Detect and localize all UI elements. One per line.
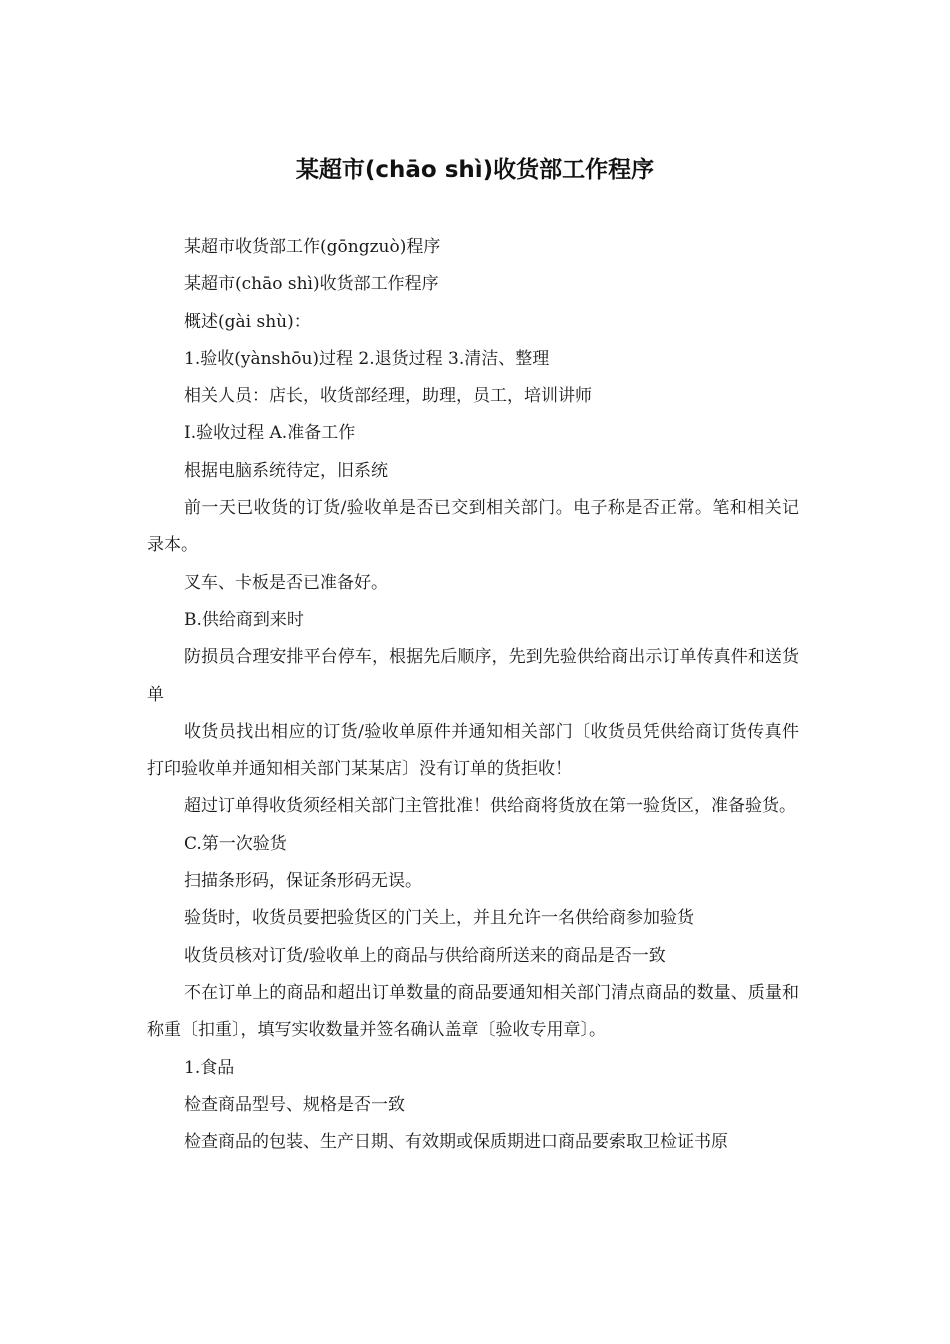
paragraph: 1.验收(yànshōu)过程 2.退货过程 3.清洁、整理 bbox=[184, 348, 550, 369]
paragraph: 验货时，收货员要把验货区的门关上，并且允许一名供给商参加验货 bbox=[184, 908, 694, 929]
paragraph: 不在订单上的商品和超出订单数量的商品要通知相关部门清点商品的数量、质量和称重〔扣重〕，填写实收数量并签名确认盖章〔验收专用章〕。 bbox=[147, 982, 799, 1041]
paragraph: 收货员核对订货/验收单上的商品与供给商所送来的商品是否一致 bbox=[184, 945, 666, 966]
paragraph: 根据电脑系统待定，旧系统 bbox=[184, 460, 388, 481]
document-title: 某超市(chāo shì)收货部工作程序 bbox=[295, 157, 655, 183]
paragraph: 某超市收货部工作(gōngzuò)程序 bbox=[184, 237, 441, 257]
paragraph: 防损员合理安排平台停车，根据先后顺序，先到先验供给商出示订单传真件和送货单 bbox=[147, 647, 799, 705]
paragraph: 检查商品的包装、生产日期、有效期或保质期进口商品要索取卫检证书原 bbox=[184, 1132, 728, 1153]
paragraph: 相关人员：店长，收货部经理，助理，员工，培训讲师 bbox=[184, 386, 592, 407]
paragraph: 扫描条形码，保证条形码无误。 bbox=[184, 871, 422, 892]
paragraph: 前一天已收货的订货/验收单是否已交到相关部门。电子称是否正常。笔和相关记录本。 bbox=[147, 498, 799, 556]
paragraph: 1.食品 bbox=[184, 1057, 235, 1078]
paragraph: 收货员找出相应的订货/验收单原件并通知相关部门〔收货员凭供给商订货传真件打印验收单并通知相关部门某某店〕没有订单的货拒收！ bbox=[147, 721, 799, 780]
paragraph: 叉车、卡板是否已准备好。 bbox=[184, 572, 388, 593]
paragraph: 概述(gài shù)： bbox=[184, 311, 311, 332]
document-body bbox=[147, 229, 799, 1161]
paragraph: 检查商品型号、规格是否一致 bbox=[184, 1094, 405, 1115]
paragraph: 超过订单得收货须经相关部门主管批准！供给商将货放在第一验货区，准备验货。 bbox=[184, 796, 796, 817]
paragraph: 某超市(chāo shì)收货部工作程序 bbox=[184, 274, 439, 295]
paragraph: B.供给商到来时 bbox=[184, 609, 304, 630]
paragraph: I.验收过程 A.准备工作 bbox=[184, 423, 356, 444]
paragraph: C.第一次验货 bbox=[184, 833, 287, 854]
